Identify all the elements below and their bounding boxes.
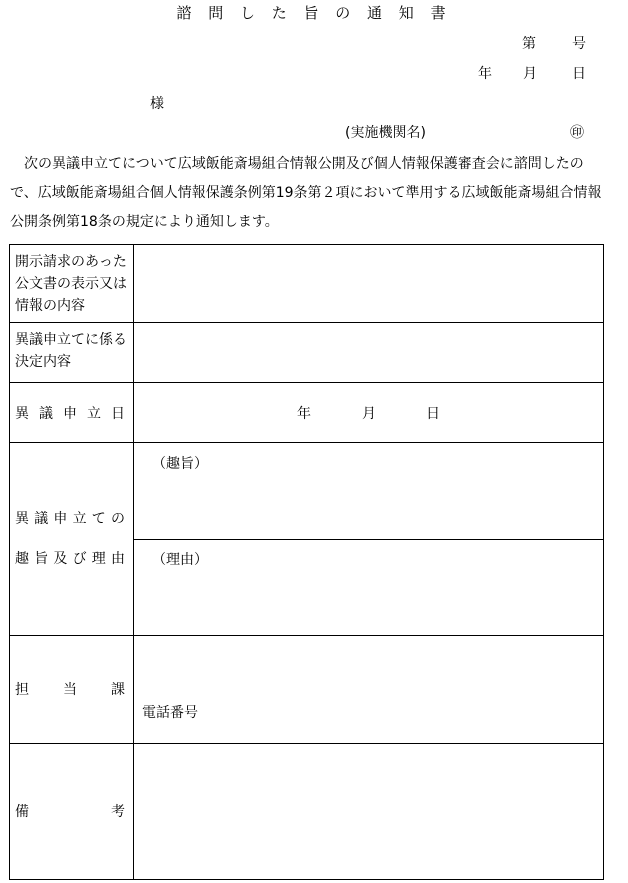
purpose-sub-label: （趣旨） bbox=[152, 456, 208, 473]
label-decision-content: 異議申立てに係る決定内容 bbox=[10, 323, 134, 383]
document-number-go: 号 bbox=[572, 36, 586, 52]
objection-date-month: 月 bbox=[362, 405, 376, 422]
value-department[interactable] bbox=[134, 635, 604, 743]
notice-form-table bbox=[9, 244, 604, 880]
label-remarks: 備 考 bbox=[10, 743, 134, 879]
row-remarks bbox=[10, 743, 604, 879]
date-year-label: 年 bbox=[478, 66, 492, 82]
value-purpose-reason[interactable] bbox=[134, 443, 604, 635]
row-department bbox=[10, 635, 604, 743]
row-purpose-reason bbox=[10, 443, 604, 635]
row-decision-content bbox=[10, 323, 604, 383]
row-objection-date bbox=[10, 383, 604, 443]
objection-date-day: 日 bbox=[426, 405, 440, 422]
date-day-label: 日 bbox=[572, 66, 586, 82]
value-decision-content[interactable] bbox=[134, 323, 604, 383]
document-title: 諮 問 し た 旨 の 通 知 書 bbox=[176, 4, 452, 22]
date-month-label: 月 bbox=[523, 66, 537, 82]
addressee-suffix: 様 bbox=[150, 96, 164, 112]
phone-number-label: 電話番号 bbox=[142, 704, 198, 721]
value-remarks[interactable] bbox=[134, 743, 604, 879]
sender-organization: (実施機関名) bbox=[345, 125, 426, 141]
seal-mark: ㊞ bbox=[570, 125, 584, 141]
label-purpose-reason: 異 議 申 立 て の 趣 旨 及 び 理 由 bbox=[10, 443, 134, 635]
reason-sub-label: （理由） bbox=[152, 552, 208, 569]
label-department: 担 当 課 bbox=[10, 635, 134, 743]
label-requested-document: 開示請求のあった公文書の表示又は情報の内容 bbox=[10, 245, 134, 323]
document-number-dai: 第 bbox=[522, 36, 536, 52]
label-objection-date: 異 議 申 立 日 bbox=[10, 383, 134, 443]
row-requested-document bbox=[10, 245, 604, 323]
value-requested-document[interactable] bbox=[134, 245, 604, 323]
notice-body-text: 次の異議申立てについて広域飯能斎場組合情報公開及び個人情報保護審査会に諮問したので、広域飯能斎場組合個人情報保護条例第19条第２項において準用する広域飯能斎場組合情報公開条例第18条の規定により通知します。 bbox=[10, 156, 602, 230]
value-objection-date[interactable] bbox=[134, 383, 604, 443]
purpose-reason-divider bbox=[134, 539, 603, 540]
objection-date-year: 年 bbox=[297, 405, 311, 422]
